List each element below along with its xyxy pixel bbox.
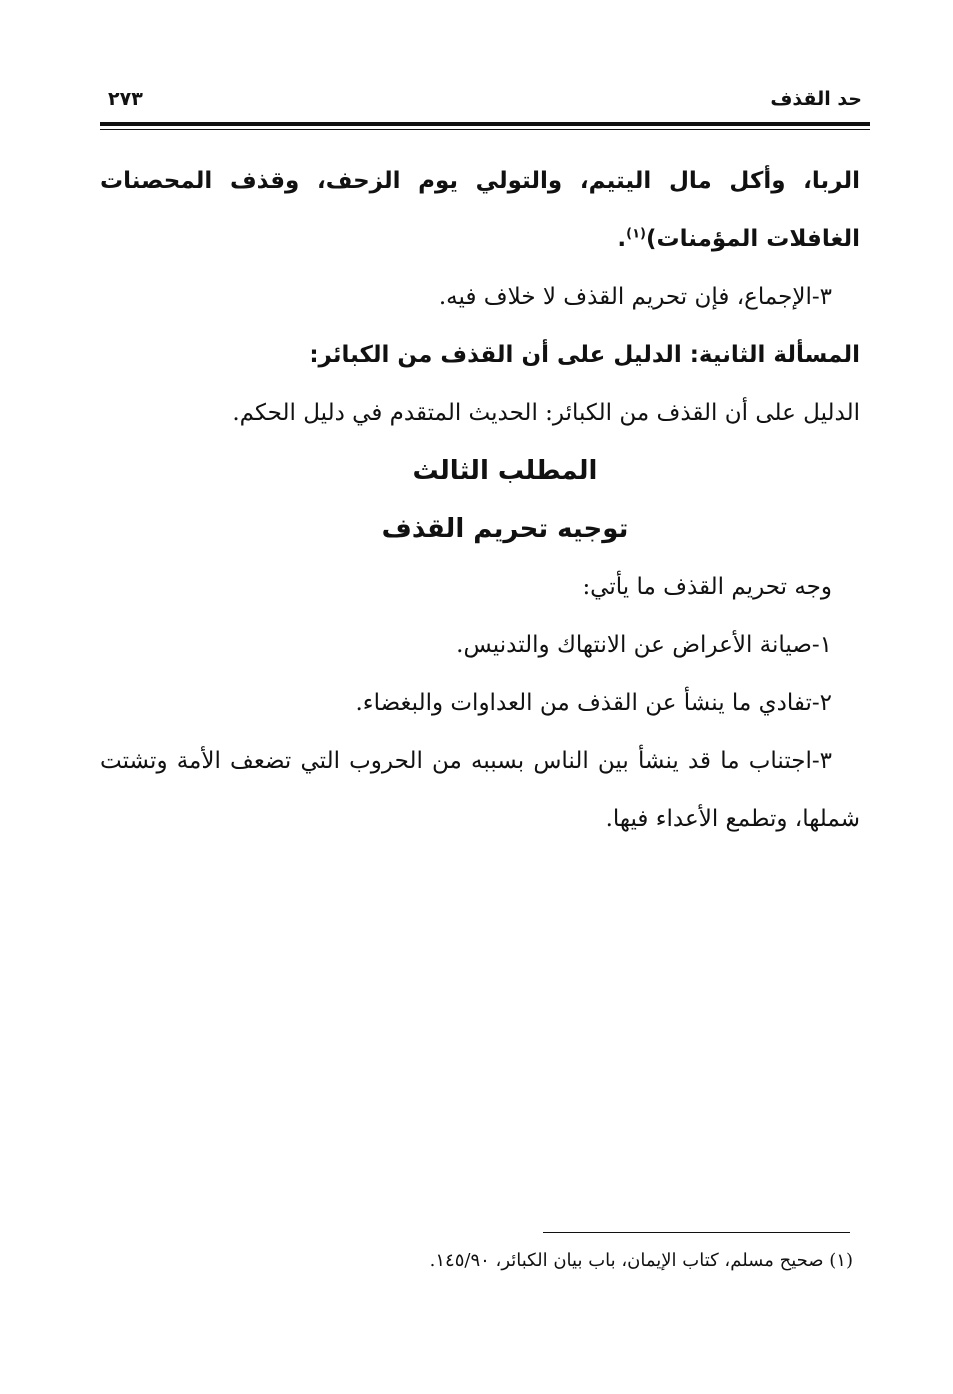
main-text	[100, 152, 860, 848]
list-item-2: ٢-تفادي ما ينشأ عن القذف من العداوات والبغضاء.	[355, 690, 832, 716]
section-heading: المطلب الثالث	[412, 456, 598, 486]
list-item-3: ٣-اجتناب ما قد ينشأ بين الناس بسببه من الحروب التي تضعف الأمة وتشتت شملها، وتطمع الأعداء فيها.	[100, 748, 860, 832]
paragraph-hadith-end	[100, 152, 860, 268]
paragraph-hadith-period: .	[617, 226, 627, 252]
paragraph-evidence: الدليل على أن القذف من الكبائر: الحديث المتقدم في دليل الحكم.	[232, 400, 860, 426]
header-rule-thin	[100, 129, 870, 130]
page-header	[100, 88, 870, 118]
footnote: (١) صحيح مسلم، كتاب الإيمان، باب بيان الكبائر، ١٤٥/٩٠.	[429, 1250, 853, 1271]
section-subheading: توجيه تحريم القذف	[381, 514, 629, 544]
running-title: حد القذف	[770, 88, 862, 110]
paragraph-hadith-text: الربا، وأكل مال اليتيم، والتولي يوم الزحف، وقذف المحصنات الغافلات المؤمنات)	[100, 168, 860, 252]
paragraph-intro: وجه تحريم القذف ما يأتي:	[582, 574, 832, 600]
header-rule-thick	[100, 122, 870, 126]
paragraph-consensus: ٣-الإجماع، فإن تحريم القذف لا خلاف فيه.	[438, 284, 832, 310]
footnote-reference[interactable]: (١)	[626, 226, 646, 242]
footnote-rule	[543, 1232, 850, 1233]
list-item-1: ١-صيانة الأعراض عن الانتهاك والتدنيس.	[456, 632, 832, 658]
issue-heading: المسألة الثانية: الدليل على أن القذف من الكبائر:	[309, 342, 860, 368]
page-number: ٢٧٣	[108, 88, 143, 110]
